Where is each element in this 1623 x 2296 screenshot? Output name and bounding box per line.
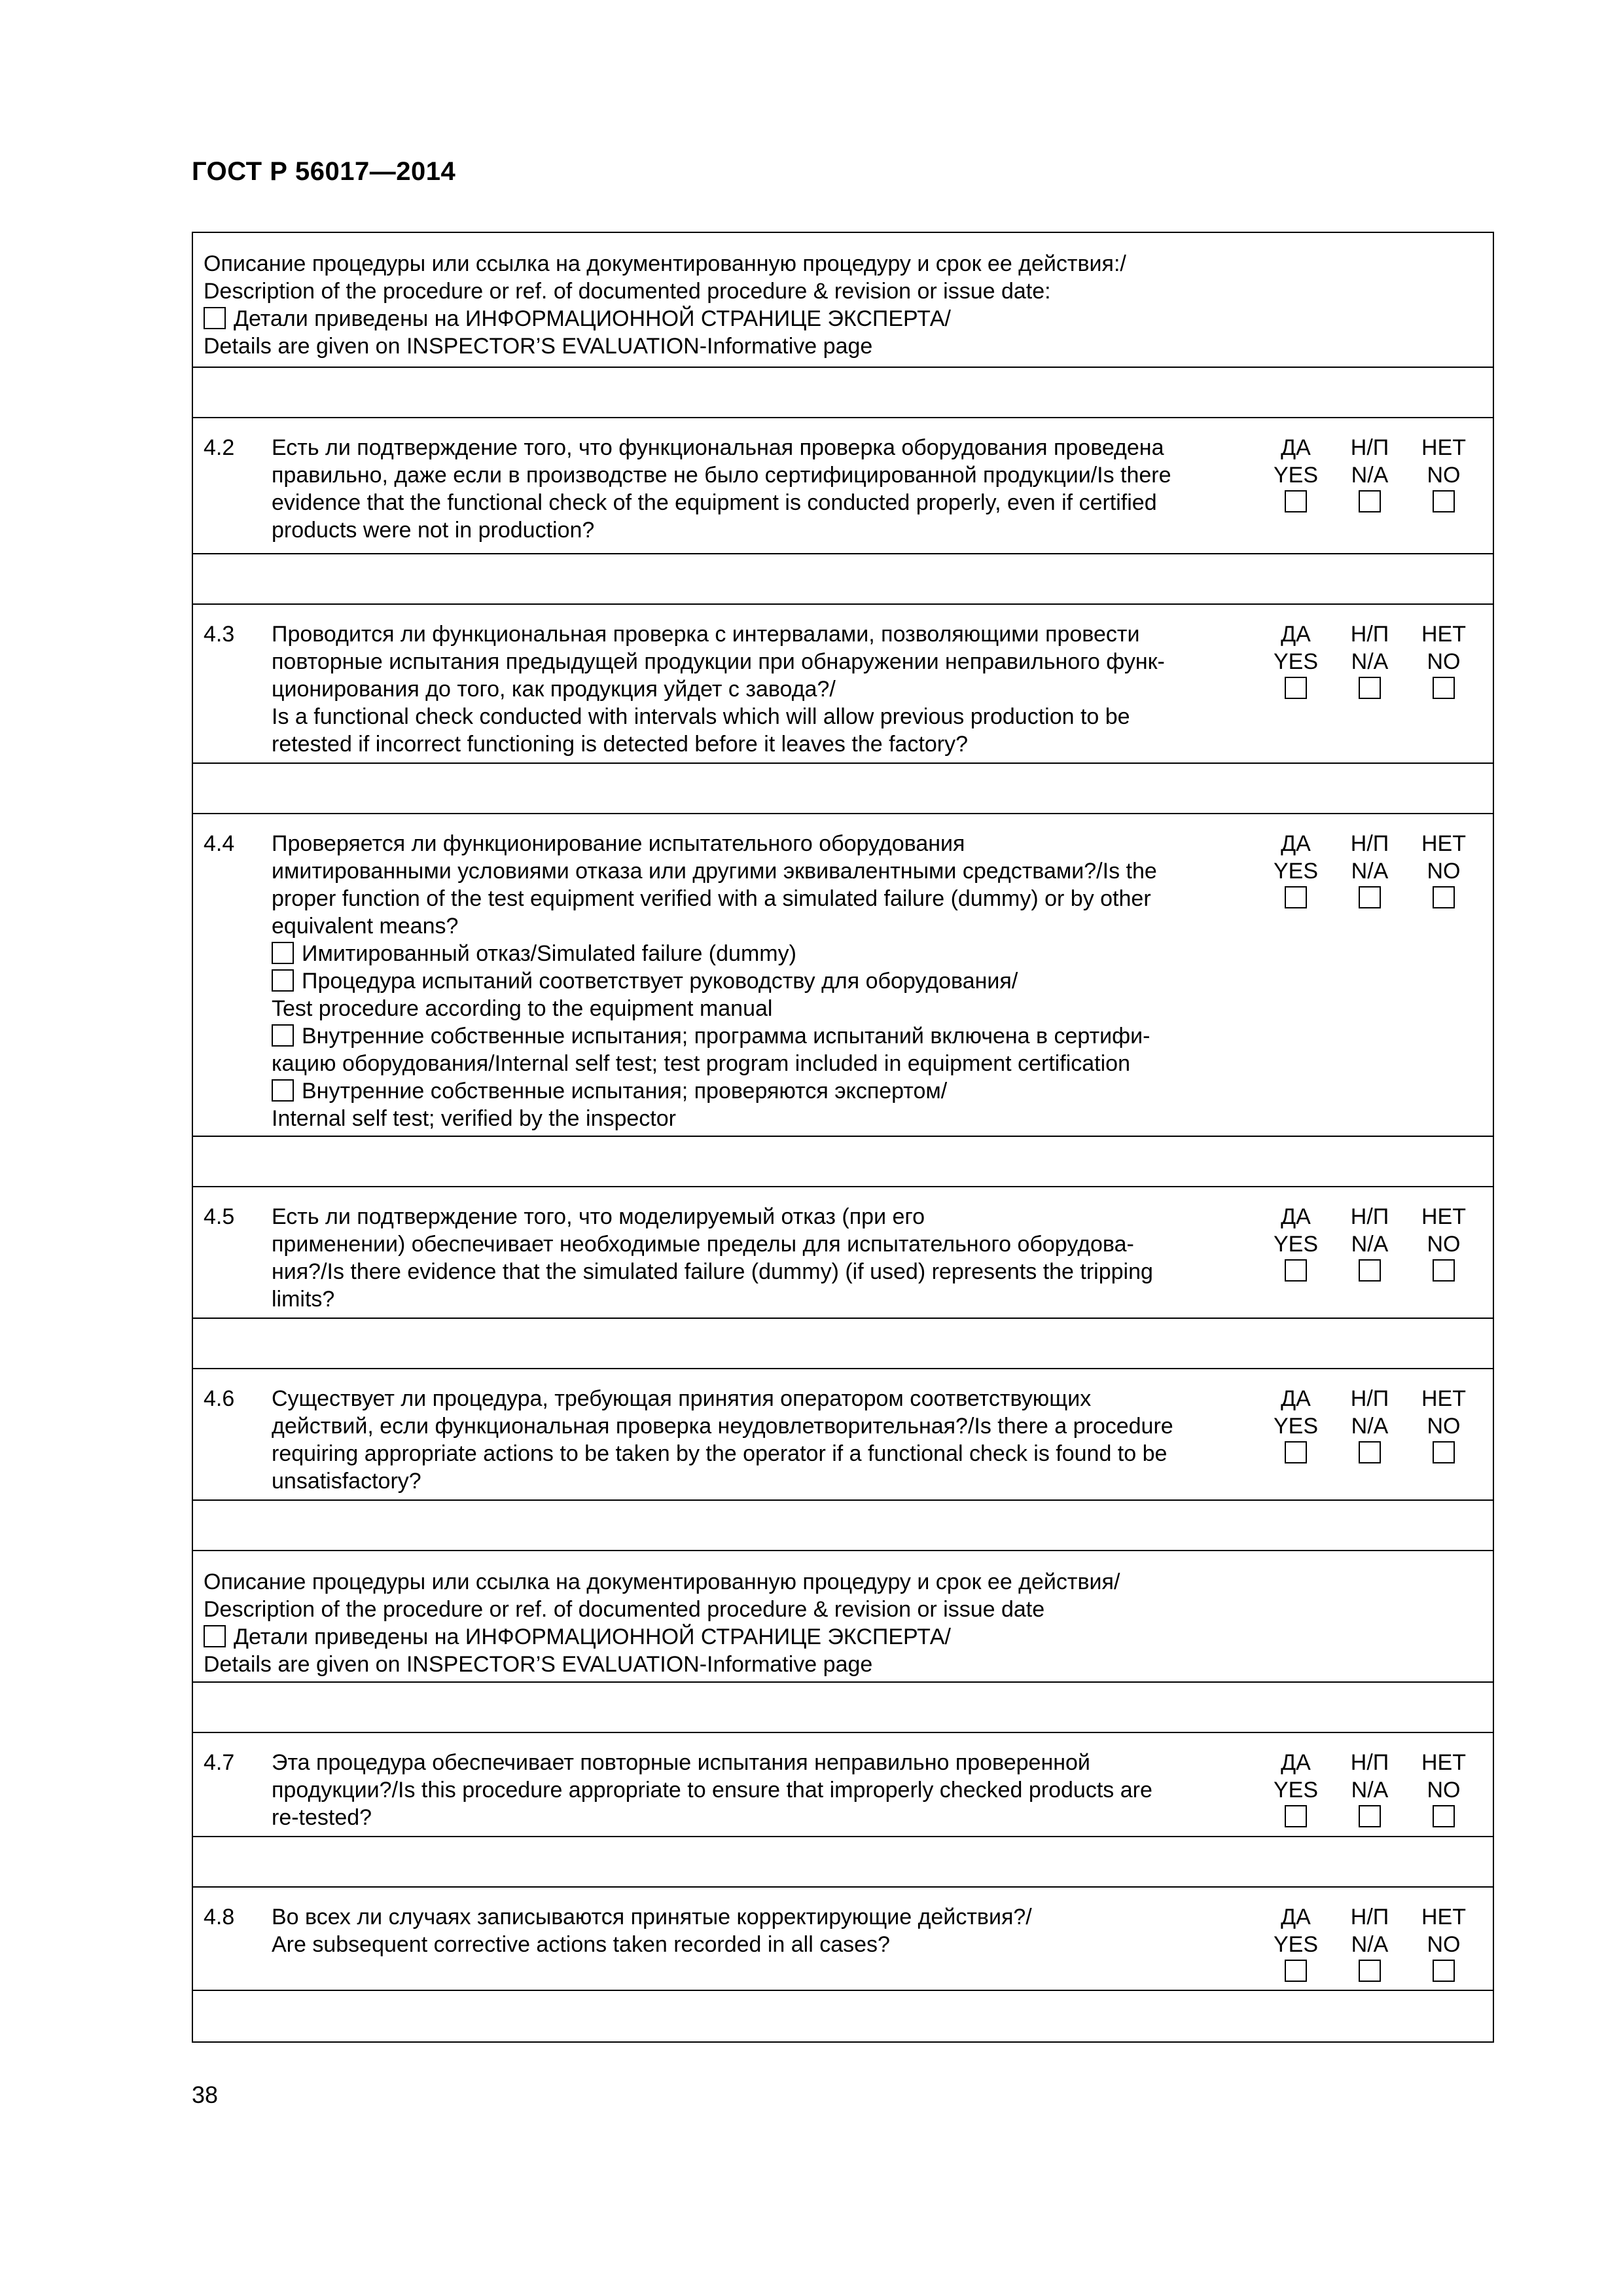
procedure-line: Описание процедуры или ссылка на документированную процедуру и срок ее действия:/ [204,251,1126,276]
na-checkbox[interactable] [1359,1960,1381,1982]
option-no-en: NO [1427,1778,1461,1803]
option-no-en: NO [1427,1232,1461,1257]
option-no-ru: НЕТ [1421,1204,1466,1229]
question-number: 4.5 [204,1204,235,1229]
option-yes-en: YES [1273,1414,1319,1439]
sub-option-label: Внутренние собственные испытания; проверяются экспертом/ [302,1079,948,1103]
option-na-en: N/A [1351,463,1389,488]
details-label: Детали приведены на ИНФОРМАЦИОННОЙ СТРАНИЦЕ ЭКСПЕРТА/ [234,306,951,331]
answer-options [1260,1203,1482,1312]
option-yes-ru: ДА [1281,831,1311,856]
question-line: Есть ли подтверждение того, что функциональная проверка оборудования проведена [272,435,1164,460]
details-checkbox[interactable] [204,1625,226,1647]
details-option [204,305,1482,332]
option-yes-en: YES [1273,463,1319,488]
question-line: действий, если функциональная проверка неудовлетворительная?/Is there a procedure [272,1414,1173,1439]
question-line: Во всех ли случаях записываются принятые корректирующие действия?/ [272,1905,1032,1929]
yes-checkbox[interactable] [1285,677,1307,699]
sub-option-simulated-failure [272,940,1247,967]
question-row-4-4 [193,814,1493,1137]
option-na-en: N/A [1351,1232,1389,1257]
option-na-en: N/A [1351,1932,1389,1957]
answer-options [1260,1385,1482,1494]
question-number: 4.6 [204,1386,235,1411]
answer-options [1260,434,1482,548]
sub-option-label: Internal self test; verified by the inspector [272,1106,676,1131]
option-yes [1260,1903,1332,1984]
option-yes-en: YES [1273,859,1319,884]
page-number: 38 [192,2081,219,2108]
question-number: 4.8 [204,1905,235,1929]
question-row-4-8 [193,1888,1493,1991]
yes-checkbox[interactable] [1285,1805,1307,1827]
option-na [1334,1385,1406,1494]
option-na [1334,1903,1406,1984]
question-row-4-7 [193,1733,1493,1837]
no-checkbox[interactable] [1433,1805,1455,1827]
answer-row[interactable] [193,1683,1493,1733]
option-na-ru: Н/П [1350,1386,1389,1411]
procedure-line: Описание процедуры или ссылка на документированную процедуру и срок ее действия/ [204,1570,1120,1594]
answer-row[interactable] [193,554,1493,605]
option-yes-ru: ДА [1281,1905,1311,1929]
question-line: equivalent means? [272,914,459,939]
na-checkbox[interactable] [1359,1805,1381,1827]
question-line: Существует ли процедура, требующая принятия оператором соответствующих [272,1386,1092,1411]
option-no [1408,1749,1480,1831]
details-checkbox[interactable] [204,307,226,329]
question-line: proper function of the test equipment verified with a simulated failure (dummy) or by other [272,886,1151,911]
option-yes-en: YES [1273,1232,1319,1257]
na-checkbox[interactable] [1359,677,1381,699]
answer-options [1260,620,1482,757]
answer-row[interactable] [193,1991,1493,2041]
question-text [272,1385,1260,1494]
procedure-line: Description of the procedure or ref. of documented procedure & revision or issue date [204,1597,1045,1622]
procedure-line: Details are given on INSPECTOR’S EVALUATION-Informative page [204,1652,873,1677]
sub-option-label: кацию оборудования/Internal self test; test program included in equipment certification [272,1051,1130,1076]
option-no [1408,1203,1480,1312]
question-text [272,1203,1260,1312]
question-number: 4.2 [204,435,235,460]
option-na-ru: Н/П [1350,1204,1389,1229]
na-checkbox[interactable] [1359,490,1381,512]
option-yes-ru: ДА [1281,1386,1311,1411]
question-line: правильно, даже если в производстве не было сертифицированной продукции/Is there [272,463,1171,488]
sub-option-label: Процедура испытаний соответствует руководству для оборудования/ [302,969,1018,994]
procedure-description-row [193,1551,1493,1683]
option-yes-ru: ДА [1281,1750,1311,1775]
option-na-ru: Н/П [1350,622,1389,647]
checklist-table [192,232,1494,2043]
option-no [1408,434,1480,548]
question-line: Is a functional check conducted with intervals which will allow previous production to be [272,704,1130,729]
sub-option-label: Имитированный отказ/Simulated failure (dummy) [302,941,796,966]
option-yes [1260,1203,1332,1312]
question-line: повторные испытания предыдущей продукции при обнаружении неправильного функ- [272,649,1165,674]
option-no-ru: НЕТ [1421,435,1466,460]
option-yes [1260,1749,1332,1831]
answer-row[interactable] [193,764,1493,814]
option-yes-ru: ДА [1281,622,1311,647]
option-no-en: NO [1427,1414,1461,1439]
answer-row[interactable] [193,1137,1493,1187]
option-no-ru: НЕТ [1421,831,1466,856]
question-line: re-tested? [272,1805,372,1830]
yes-checkbox[interactable] [1285,1259,1307,1282]
sub-option-test-procedure [272,967,1247,995]
option-na-ru: Н/П [1350,435,1389,460]
na-checkbox[interactable] [1359,886,1381,908]
no-checkbox[interactable] [1433,886,1455,908]
question-line: ционирования до того, как продукция уйдет с завода?/ [272,677,836,702]
answer-row[interactable] [193,1319,1493,1369]
option-no-ru: НЕТ [1421,1905,1466,1929]
question-line: Проверяется ли функционирование испытательного оборудования [272,831,965,856]
question-text [272,1903,1260,1984]
yes-checkbox[interactable] [1285,886,1307,908]
option-yes-ru: ДА [1281,1204,1311,1229]
option-yes [1260,1385,1332,1494]
option-no [1408,1385,1480,1494]
na-checkbox[interactable] [1359,1441,1381,1463]
yes-checkbox[interactable] [1285,1441,1307,1463]
option-no-en: NO [1427,859,1461,884]
option-yes-en: YES [1273,1932,1319,1957]
option-na-en: N/A [1351,1778,1389,1803]
answer-row[interactable] [193,368,1493,418]
option-na-ru: Н/П [1350,831,1389,856]
question-line: применении) обеспечивает необходимые пределы для испытательного оборудова- [272,1232,1134,1257]
details-option [204,1623,1482,1651]
no-checkbox[interactable] [1433,677,1455,699]
question-line: unsatisfactory? [272,1469,421,1494]
option-yes [1260,434,1332,548]
option-na-en: N/A [1351,649,1389,674]
option-na-ru: Н/П [1350,1750,1389,1775]
document-title: ГОСТ Р 56017—2014 [192,157,456,186]
question-line: products were not in production? [272,518,595,543]
answer-options [1260,1749,1482,1831]
option-no-en: NO [1427,1932,1461,1957]
option-yes [1260,620,1332,757]
option-no-en: NO [1427,463,1461,488]
internal-self-test-certified-checkbox[interactable] [272,1024,294,1047]
simulated-failure-checkbox[interactable] [272,942,294,964]
no-checkbox[interactable] [1433,1960,1455,1982]
question-line: Есть ли подтверждение того, что моделируемый отказ (при его [272,1204,925,1229]
option-no-en: NO [1427,649,1461,674]
question-line: имитированными условиями отказа или другими эквивалентными средствами?/Is the [272,859,1157,884]
question-line: ния?/Is there evidence that the simulated failure (dummy) (if used) represents the tripping [272,1259,1153,1284]
option-yes-en: YES [1273,649,1319,674]
question-row-4-5 [193,1187,1493,1319]
question-number: 4.7 [204,1750,235,1775]
question-number: 4.3 [204,622,235,647]
option-na [1334,1749,1406,1831]
question-row-4-3 [193,605,1493,764]
option-no-ru: НЕТ [1421,1750,1466,1775]
option-no-ru: НЕТ [1421,1386,1466,1411]
procedure-line: Details are given on INSPECTOR’S EVALUATION-Informative page [204,334,873,359]
question-line: Проводится ли функциональная проверка с интервалами, позволяющими провести [272,622,1140,647]
option-yes-ru: ДА [1281,435,1311,460]
sub-option-label: Test procedure according to the equipment manual [272,996,773,1021]
question-line: Эта процедура обеспечивает повторные испытания неправильно проверенной [272,1750,1090,1775]
no-checkbox[interactable] [1433,490,1455,512]
option-na [1334,620,1406,757]
question-line: limits? [272,1287,335,1312]
no-checkbox[interactable] [1433,1441,1455,1463]
question-text [272,434,1260,548]
question-text [272,830,1260,1130]
question-line: requiring appropriate actions to be taken by the operator if a functional check is found to be [272,1441,1168,1466]
question-line: evidence that the functional check of the equipment is conducted properly, even if certified [272,490,1157,515]
test-procedure-checkbox[interactable] [272,969,294,992]
answer-options [1260,830,1482,1130]
option-na [1334,830,1406,1130]
option-na-ru: Н/П [1350,1905,1389,1929]
option-no-ru: НЕТ [1421,622,1466,647]
question-text [272,1749,1260,1831]
option-na [1334,434,1406,548]
option-na-en: N/A [1351,859,1389,884]
question-row-4-2 [193,418,1493,554]
sub-option-label: Внутренние собственные испытания; программа испытаний включена в сертифи- [302,1024,1150,1049]
answer-row[interactable] [193,1837,1493,1888]
answer-options [1260,1903,1482,1984]
question-line: retested if incorrect functioning is detected before it leaves the factory? [272,732,969,757]
internal-self-test-inspector-checkbox[interactable] [272,1079,294,1102]
option-yes-en: YES [1273,1778,1319,1803]
answer-row[interactable] [193,1501,1493,1551]
question-line: Are subsequent corrective actions taken recorded in all cases? [272,1932,890,1957]
yes-checkbox[interactable] [1285,490,1307,512]
option-yes [1260,830,1332,1130]
question-number: 4.4 [204,831,235,856]
yes-checkbox[interactable] [1285,1960,1307,1982]
option-no [1408,620,1480,757]
option-na [1334,1203,1406,1312]
option-no [1408,830,1480,1130]
option-na-en: N/A [1351,1414,1389,1439]
option-no [1408,1903,1480,1984]
no-checkbox[interactable] [1433,1259,1455,1282]
sub-option-internal-self-test-certified [272,1022,1247,1050]
na-checkbox[interactable] [1359,1259,1381,1282]
details-label: Детали приведены на ИНФОРМАЦИОННОЙ СТРАНИЦЕ ЭКСПЕРТА/ [234,1624,951,1649]
procedure-description-row [193,233,1493,368]
procedure-line: Description of the procedure or ref. of documented procedure & revision or issue date: [204,279,1051,304]
question-text [272,620,1260,757]
question-line: продукции?/Is this procedure appropriate to ensure that improperly checked products are [272,1778,1152,1803]
sub-option-internal-self-test-inspector [272,1077,1247,1105]
question-row-4-6 [193,1369,1493,1501]
